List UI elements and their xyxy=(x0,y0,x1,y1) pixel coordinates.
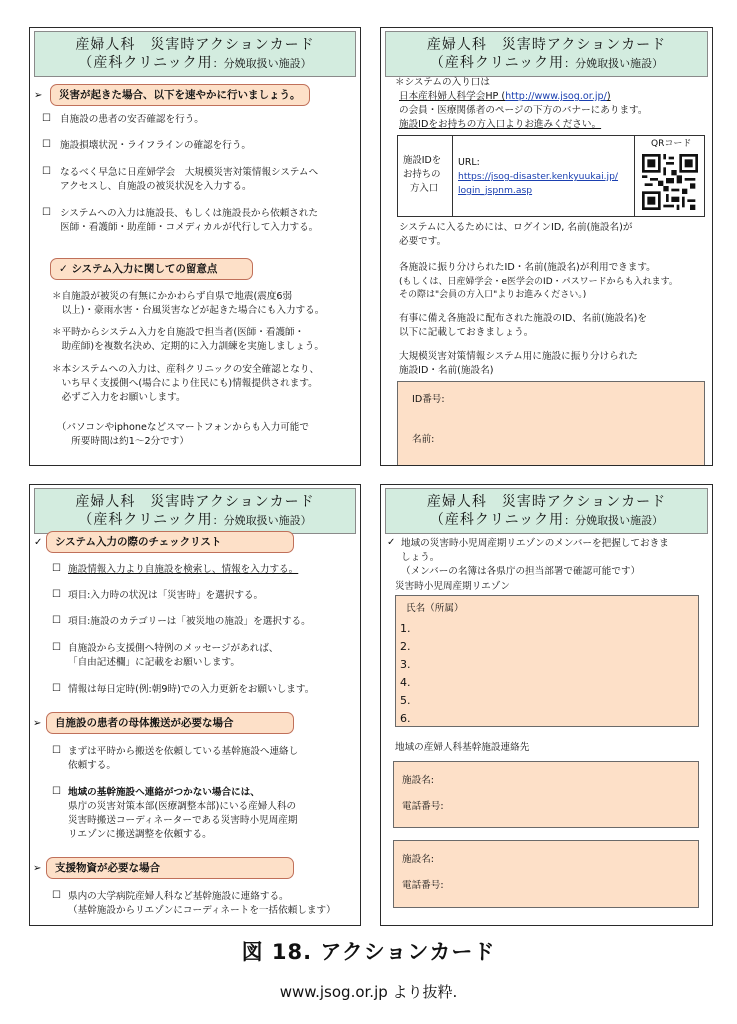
pill-input-notes: ✓ システム入力に関しての留意点 xyxy=(50,258,253,280)
card-title: 産婦人科 災害時アクションカード xyxy=(75,37,315,53)
pill-input-checklist: システム入力の際のチェックリスト xyxy=(46,531,294,553)
phone-label: 電話番号: xyxy=(402,801,444,812)
figure-caption: 図 18. アクションカード xyxy=(241,940,496,964)
qr-cell xyxy=(634,136,705,216)
note-2-line2: 助産師)を複数名決め、定期的に入力訓練を実施しましょう。 xyxy=(52,341,324,352)
qr-code-image[interactable] xyxy=(642,154,698,210)
jsog-link[interactable]: http://www.jsog.or.jp/ xyxy=(505,91,607,102)
item-4-line1: システムへの入力は施設長、もしくは施設長から依頼された xyxy=(60,208,319,219)
item-2: 施設損壊状況・ライフラインの確認を行う。 xyxy=(60,140,252,151)
url-link-2[interactable]: login_jspnm.asp xyxy=(458,185,533,196)
item-3-line1: なるべく早急に日産婦学会 大規模災害対策情報システムへ xyxy=(60,167,319,178)
facility-contact-box-1[interactable] xyxy=(393,761,699,828)
facility-contact-box-2[interactable] xyxy=(393,840,699,908)
checkbox-icon: ☐ xyxy=(52,745,61,756)
checkbox-icon: ☐ xyxy=(52,615,61,626)
pill-disaster-occurred: 災害が起きた場合、以下を速やかに行いましょう。 xyxy=(50,84,310,106)
note-3-line1: ＊本システムへの入力は、産科クリニックの安全確認となり、 xyxy=(52,364,320,375)
liaison-number-2: 2. xyxy=(400,640,411,653)
transport-2-line3: 災害時搬送コーディネーターである災害時小児周産期 xyxy=(68,815,298,826)
action-card-1 xyxy=(29,27,361,466)
card-header xyxy=(385,31,708,77)
supply-line2: （基幹施設からリエゾンにコーディネートを一括依頼します） xyxy=(68,905,336,916)
contact-label: 地域の産婦人科基幹施設連絡先 xyxy=(395,742,530,753)
action-card-2 xyxy=(380,27,713,466)
checkbox-icon: ☐ xyxy=(52,890,61,901)
item-4-line2: 医師・看護師・助産師・コメディカルが代行して入力する。 xyxy=(60,222,319,233)
transport-1-line2: 依頼する。 xyxy=(68,760,116,771)
card-title: 産婦人科 災害時アクションカード xyxy=(426,37,667,53)
transport-1-line1: まずは平時から搬送を依頼している基幹施設へ連絡し xyxy=(68,746,299,757)
card-header xyxy=(34,488,356,534)
phone-label: 電話番号: xyxy=(402,880,444,891)
intro-line4: 施設IDをお持ちの方入口よりお進みください。 xyxy=(399,119,602,130)
access-table-label: 施設IDを お持ちの 方入口 xyxy=(398,136,453,216)
check-4-line2: 「自由記述欄」に記載をお願いします。 xyxy=(68,657,240,668)
intro-line2: 日本産科婦人科学会HP (http://www.jsog.or.jp/) xyxy=(399,91,611,102)
access-table xyxy=(397,135,705,217)
facility-id-box[interactable] xyxy=(397,381,705,466)
liaison-names-box[interactable] xyxy=(395,595,699,727)
facility-name-label: 施設名: xyxy=(402,854,435,865)
transport-2-line1: 地域の基幹施設へ連絡がつかない場合には、 xyxy=(68,787,260,798)
name-header: 氏名（所属） xyxy=(406,603,464,614)
note-4-line2: 所要時間は約1～2分です） xyxy=(52,436,189,447)
facility-name-label: 施設名: xyxy=(402,775,435,786)
note-3-line2: いち早く支援側へ(場合により住民にも)情報提供されます。 xyxy=(52,378,318,389)
checkbox-icon: ☐ xyxy=(52,642,61,653)
card-header xyxy=(34,31,356,77)
checkbox-icon: ☐ xyxy=(52,563,61,574)
p1-line1: システムに入るためには、ログインID, 名前(施設名)が xyxy=(399,222,633,233)
note-4-line1: （パソコンやiphoneなどスマートフォンからも入力可能で xyxy=(52,422,309,433)
p3-line1: 有事に備え各施設に配布された施設のID、名前(施設名)を xyxy=(399,313,647,324)
check-icon: ✓ xyxy=(34,537,43,548)
liaison-number-3: 3. xyxy=(400,658,411,671)
liaison-number-5: 5. xyxy=(400,694,411,707)
action-card-4 xyxy=(380,484,713,926)
arrow-icon: ➢ xyxy=(33,863,42,874)
name-label: 名前: xyxy=(412,434,435,445)
card-title: 産婦人科 災害時アクションカード xyxy=(426,494,667,510)
url-label: URL: xyxy=(458,157,480,168)
checkbox-icon: ☐ xyxy=(42,139,51,150)
source-caption: www.jsog.or.jp より抜粋. xyxy=(279,983,458,1001)
item-1: 自施設の患者の安否確認を行う。 xyxy=(60,114,204,125)
id-label: ID番号: xyxy=(412,394,445,405)
check-5: 情報は毎日定時(例:朝9時)での入力更新をお願いします。 xyxy=(68,684,315,695)
card-title: 産婦人科 災害時アクションカード xyxy=(75,494,315,510)
p2-line1: 各施設に振り分けられたID・名前(施設名)が利用できます。 xyxy=(399,262,656,273)
pill-supplies: 支援物資が必要な場合 xyxy=(46,857,294,879)
check-4-line1: 自施設から支援側へ特例のメッセージがあれば、 xyxy=(68,643,279,654)
liaison-number-1: 1. xyxy=(400,622,411,635)
p4-line2: 施設ID・名前(施設名) xyxy=(399,365,494,376)
intro-line1: ＊システムの入り口は xyxy=(395,77,490,88)
check-3: 項目:施設のカテゴリーは「被災地の施設」を選択する。 xyxy=(68,616,311,627)
card-subtitle: （産科クリニック用：分娩取扱い施設） xyxy=(78,512,312,528)
p3-line2: 以下に記載しておきましょう。 xyxy=(399,327,534,338)
transport-2-line4: リエゾンに搬送調整を依頼する。 xyxy=(68,829,212,840)
pill-maternal-transport: 自施設の患者の母体搬送が必要な場合 xyxy=(46,712,294,734)
intro-line3: の会員・医療関係者のページの下方のバナーにあります。 xyxy=(399,105,648,116)
check-1: 施設情報入力より自施設を検索し、情報を入力する。 xyxy=(68,564,299,575)
check-icon: ✓ xyxy=(59,263,68,275)
card-subtitle: （産科クリニック用：分娩取扱い施設） xyxy=(78,55,312,71)
note-1-line1: ＊自施設が被災の有無にかかわらず自県で地震(震度6弱 xyxy=(52,291,293,302)
action-card-3 xyxy=(29,484,361,926)
arrow-icon: ➢ xyxy=(34,90,43,101)
checkbox-icon: ☐ xyxy=(42,207,51,218)
transport-2-line2: 県庁の災害対策本部(医療調整本部)にいる産婦人科の xyxy=(68,801,297,812)
check-icon: ✓ xyxy=(387,537,396,548)
note-2-line1: ＊平時からシステム入力を自施設で担当者(医師・看護師・ xyxy=(52,327,305,338)
p1-line2: 必要です。 xyxy=(399,236,447,247)
item-3-line2: アクセスし、自施設の被災状況を入力する。 xyxy=(60,181,252,192)
qr-label: QRコード xyxy=(651,139,692,149)
checkbox-icon: ☐ xyxy=(52,786,61,797)
liaison-intro-line2: しょう。 xyxy=(401,552,440,563)
note-1-line2: 以上)・豪雨水害・台風災害などが起きた場合にも入力する。 xyxy=(52,305,325,316)
p4-line1: 大規模災害対策情報システム用に施設に振り分けられた xyxy=(399,351,638,362)
card-subtitle: （産科クリニック用：分娩取扱い施設） xyxy=(429,512,664,528)
liaison-label: 災害時小児周産期リエゾン xyxy=(395,581,510,592)
liaison-number-4: 4. xyxy=(400,676,411,689)
check-2: 項目:入力時の状況は「災害時」を選択する。 xyxy=(68,590,264,601)
checkbox-icon: ☐ xyxy=(52,683,61,694)
supply-line1: 県内の大学病院産婦人科など基幹施設に連絡する。 xyxy=(68,891,289,902)
liaison-intro-line1: 地域の災害時小児周産期リエゾンのメンバーを把握しておきま xyxy=(401,538,669,549)
p2-line2: (もしくは、日産婦学会・e医学会のID・パスワードからも入れます。 xyxy=(399,277,678,287)
p2-line3: その際は"会員の方入口"よりお進みください。) xyxy=(399,290,587,300)
card-header xyxy=(385,488,708,534)
note-3-line3: 必ずご入力をお願いします。 xyxy=(52,392,186,403)
arrow-icon: ➢ xyxy=(33,718,42,729)
liaison-intro-line3: （メンバーの名簿は各県庁の担当部署で確認可能です） xyxy=(401,566,641,577)
checkbox-icon: ☐ xyxy=(42,166,51,177)
card-subtitle: （産科クリニック用：分娩取扱い施設） xyxy=(429,55,664,71)
checkbox-icon: ☐ xyxy=(52,589,61,600)
checkbox-icon: ☐ xyxy=(42,113,51,124)
url-link-1[interactable]: https://jsog-disaster.kenkyuukai.jp/ xyxy=(458,171,619,182)
liaison-number-6: 6. xyxy=(400,712,411,725)
